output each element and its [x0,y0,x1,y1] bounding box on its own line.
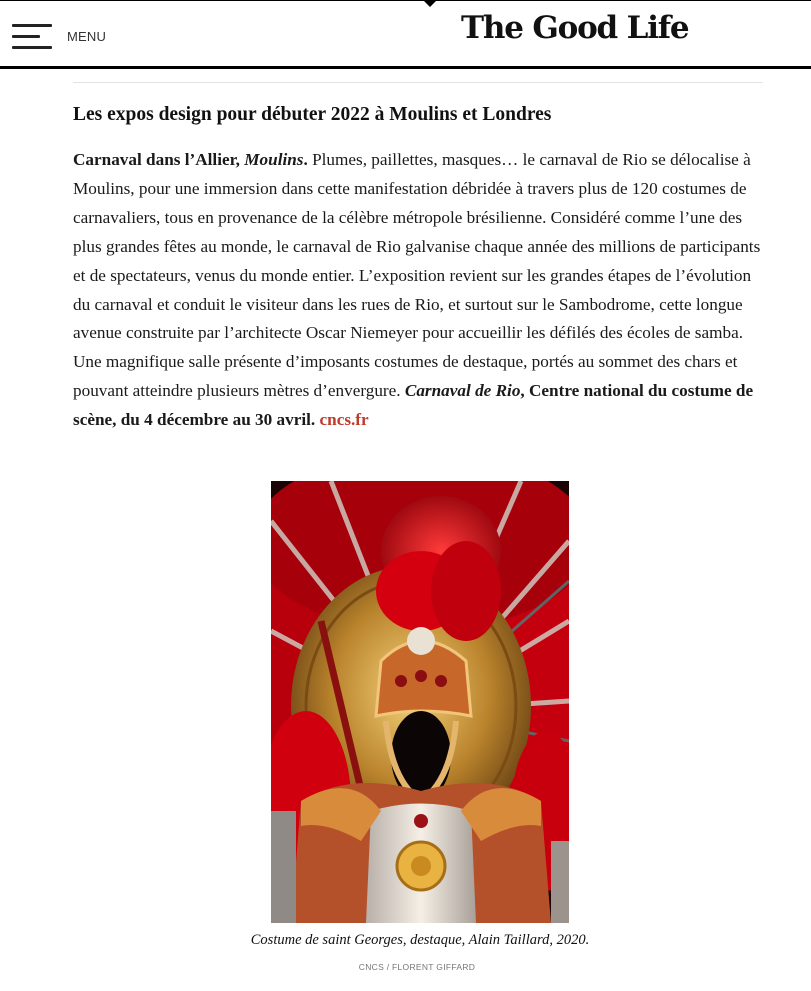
lead-bold: Carnaval dans l’Allier, Moulins. [73,150,308,169]
article-heading: Les expos design pour débuter 2022 à Moulins et Londres [73,104,552,125]
figure-caption: Costume de saint Georges, destaque, Alain Taillard, 2020. [250,932,590,948]
menu-icon[interactable] [12,22,52,50]
costume-photo [271,481,569,923]
cncs-link[interactable]: cncs.fr [319,410,369,430]
header-notch-icon [424,1,436,7]
paragraph-body: Plumes, paillettes, masques… le carnaval de Rio se délocalise à Moulins, pour une immersion dans cette manifestation débridée à travers plus de 120 costumes de carnavaliers, tous en provenance de la célèbre métropole brésilienne. Considéré comme l’une des plus grandes fêtes au monde, le carnaval de Rio galvanise chaque année des millions de participants et de spectateurs, venus du monde entier. L’exposition revient sur les grandes étapes de l’évolution du carnaval et conduit le visiteur dans les rues de Rio, et surtout sur le Sambodrome, cette longue avenue construite par l’architecte Oscar Niemeyer pour accueillir les défilés des écoles de samba. Une magnifique salle présente d’imposants costumes de destaque, portés au sommet des chars et pouvant atteindre plusieurs mètres d’envergure. [73,150,761,401]
menu-label[interactable]: MENU [67,28,107,44]
menu-button[interactable] [12,20,122,52]
exhibit-title: Carnaval de Rio [404,381,521,401]
lead-city: Moulins [244,150,304,169]
site-logo[interactable]: The Good Life [461,10,689,46]
photo-credit: CNCS / FLORENT GIFFARD [358,962,476,972]
header-top-rule [0,0,811,1]
article-paragraph [73,146,763,435]
exhibit-info: Carnaval de Rio, Centre national du costume de scène, du 4 décembre au 30 avril. cncs.fr [73,381,754,430]
content-divider [73,82,763,83]
site-header [0,0,811,69]
